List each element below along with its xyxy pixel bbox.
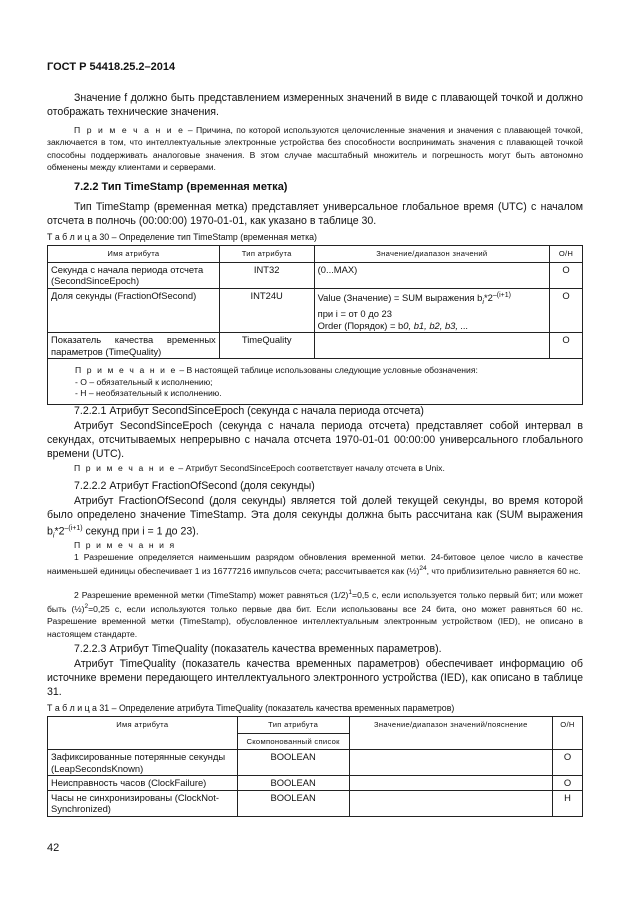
cell-name: Секунда с начала периода отсчета (SecondSinceEpoch) bbox=[48, 262, 220, 288]
note-text-tail: , что приблизительно равняется 60 нс. bbox=[426, 566, 581, 577]
note-2 bbox=[47, 587, 583, 640]
note-label: П р и м е ч а н и е bbox=[74, 125, 185, 135]
section-heading-7-2-2-1: 7.2.2.1 Атрибут SecondSinceEpoch (секунда с начала периода отсчета) bbox=[74, 405, 424, 417]
formula-subscript: i bbox=[482, 298, 484, 306]
cell-value bbox=[349, 750, 552, 776]
cell-on: О bbox=[553, 750, 583, 776]
column-header: Значение/диапазон значений/пояснение bbox=[349, 717, 552, 750]
intro-note bbox=[47, 124, 583, 173]
value-range: при i = от 0 до 23 bbox=[317, 308, 392, 319]
column-subheader: Скомпонованный список bbox=[237, 733, 349, 750]
column-header: Тип атрибута bbox=[237, 717, 349, 734]
note-text: 1 Разрешение определяется наименьшим разрядом обновления временной метки. 24-битовое целое число в качестве наименьшей единицы обеспечивает 1 из 16777216 импульсов счета; рассчитывается как (½) bbox=[47, 552, 583, 577]
table-note bbox=[48, 359, 583, 405]
cell-on: О bbox=[550, 333, 583, 359]
cell-value bbox=[314, 288, 549, 333]
table-row bbox=[48, 288, 583, 333]
section-heading-7-2-2-2: 7.2.2.2 Атрибут FractionOfSecond (доля секунды) bbox=[74, 480, 315, 492]
column-header: Имя атрибута bbox=[48, 246, 220, 263]
note-text-mid: =0,5 с, если используется только первый бит; или может быть (½) bbox=[47, 589, 583, 615]
cell-value bbox=[349, 776, 552, 791]
table-row bbox=[48, 790, 583, 816]
note-label: П р и м е ч а н и е bbox=[74, 463, 176, 473]
table-header-row bbox=[48, 717, 583, 734]
document-id: ГОСТ Р 54418.25.2–2014 bbox=[47, 61, 176, 73]
cell-name: Доля секунды (FractionOfSecond) bbox=[48, 288, 220, 333]
paragraph-tail: секунд при i = 1 до 23). bbox=[82, 525, 199, 538]
section-7-2-2-1-paragraph: Атрибут SecondSinceEpoch (секунда с начала периода отсчета) представляет собой интервал в секундах, отсчитываемых непрерывно с начала отсчета 1970-01-01 00:00:00 универсального глобального времени (UTC). bbox=[47, 420, 583, 460]
column-header: О/Н bbox=[550, 246, 583, 263]
cell-name: Зафиксированные потерянные секунды (LeapSecondsKnown) bbox=[48, 750, 238, 776]
note-text-tail: =0,25 с, если используются только первые два бит. Если использованы все 24 бита, оно может равняться 60 нс. Разрешение временной метки (TimeStamp), обусловленное интеллектуальным электронным устройством (IED), не описано в настоящем стандарте. bbox=[47, 604, 583, 639]
section-7-2-2-3-paragraph: Атрибут TimeQuality (показатель качества временных параметров) обеспечивает информацию об источнике времени передающего интеллектуального электронного устройства (IED), как описано в таблице 31. bbox=[47, 658, 583, 698]
formula-subscript: i bbox=[52, 532, 55, 540]
table-row bbox=[48, 262, 583, 288]
section-7-2-2-2-paragraph bbox=[47, 494, 583, 544]
table-31 bbox=[47, 716, 583, 817]
formula-superscript: –(i+1) bbox=[492, 291, 511, 299]
section-7-2-2-paragraph: Тип TimeStamp (временная метка) представляет универсальное глобальное время (UTC) с началом отсчета в полночь (00:00:00) 1970-01-01, как указано в таблице 30. bbox=[47, 201, 583, 227]
note-label: П р и м е ч а н и е bbox=[75, 365, 177, 375]
order-list: 0, b1, b2, b3, ... bbox=[403, 319, 469, 331]
value-order: Order (Порядок) = b bbox=[317, 319, 404, 331]
note-text: – В настоящей таблице использованы следующие условные обозначения: bbox=[179, 365, 478, 375]
table-30 bbox=[47, 245, 583, 405]
note-text: – Причина, по которой используются целочисленные значения и значения с плавающей точкой, заключается в том, что интеллектуальные электронные устройства без способности воспринимать значения с плавающей точкой способны поддерживать аналоговые значения. В этом случае масштабный множитель и погрешность могут быть автономно обменены между клиентами и серверами. bbox=[47, 125, 583, 172]
cell-value: (0...MAX) bbox=[314, 262, 549, 288]
cell-on: О bbox=[550, 262, 583, 288]
table-row bbox=[48, 750, 583, 776]
note-mandatory: - О – обязательный к исполнению; bbox=[75, 376, 213, 387]
note-1 bbox=[47, 551, 583, 577]
cell-type: INT24U bbox=[219, 288, 314, 333]
table-row bbox=[48, 776, 583, 791]
cell-value bbox=[314, 333, 549, 359]
paragraph-text: Атрибут FractionOfSecond (доля секунды) является той долей текущей секунды, во время которой было определено значение TimeStamp. Эта доля секунды должна быть рассчитана как (SUM выражения b bbox=[47, 495, 583, 538]
cell-type: BOOLEAN bbox=[237, 790, 349, 816]
note-superscript: 1 bbox=[348, 589, 353, 596]
formula-superscript: –(i+1) bbox=[64, 525, 83, 532]
cell-name: Показатель качества временных параметров (TimeQuality) bbox=[48, 333, 220, 359]
cell-name: Неисправность часов (ClockFailure) bbox=[48, 776, 238, 791]
notes-label: П р и м е ч а н и я bbox=[74, 540, 176, 550]
cell-on: О bbox=[553, 776, 583, 791]
column-header: О/Н bbox=[553, 717, 583, 750]
note-superscript: 24 bbox=[419, 565, 427, 573]
table-31-caption: Т а б л и ц а 31 – Определение атрибута TimeQuality (показатель качества временных параметров) bbox=[47, 703, 455, 713]
cell-type: BOOLEAN bbox=[237, 776, 349, 791]
table-header-row bbox=[48, 246, 583, 263]
table-30-caption: Т а б л и ц а 30 – Определение тип TimeStamp (временная метка) bbox=[47, 232, 317, 242]
formula-mult: *2 bbox=[54, 525, 65, 538]
value-formula: Value (Значение) = SUM выражения b bbox=[317, 291, 483, 303]
cell-on: О bbox=[550, 288, 583, 333]
note-superscript: 2 bbox=[84, 603, 89, 611]
note-optional: - Н – необязательный к исполнению. bbox=[75, 388, 222, 398]
section-7-2-2-1-note bbox=[47, 462, 583, 474]
intro-paragraph: Значение f должно быть представлением измеренных значений в виде с плавающей точкой и должно отображать технические значения. bbox=[47, 92, 583, 118]
column-header: Тип атрибута bbox=[219, 246, 314, 263]
table-note-row bbox=[48, 359, 583, 405]
section-heading-7-2-2-3: 7.2.2.3 Атрибут TimeQuality (показатель качества временных параметров). bbox=[74, 643, 442, 655]
cell-type: BOOLEAN bbox=[237, 750, 349, 776]
note-text: – Атрибут SecondSinceEpoch соответствует началу отсчета в Unix. bbox=[178, 463, 445, 473]
cell-name: Часы не синхронизированы (ClockNot-Synchronized) bbox=[48, 790, 238, 816]
column-header: Имя атрибута bbox=[48, 717, 238, 750]
column-header: Значение/диапазон значений bbox=[314, 246, 549, 263]
cell-on: Н bbox=[553, 790, 583, 816]
cell-type: INT32 bbox=[219, 262, 314, 288]
formula-mult: *2 bbox=[483, 291, 493, 303]
table-row bbox=[48, 333, 583, 359]
cell-type: TimeQuality bbox=[219, 333, 314, 359]
page-number: 42 bbox=[47, 842, 60, 854]
section-heading-7-2-2: 7.2.2 Тип TimeStamp (временная метка) bbox=[74, 181, 288, 193]
cell-value bbox=[349, 790, 552, 816]
note-text: 2 Разрешение временной метки (TimeStamp) может равняться (1/2) bbox=[74, 589, 349, 600]
